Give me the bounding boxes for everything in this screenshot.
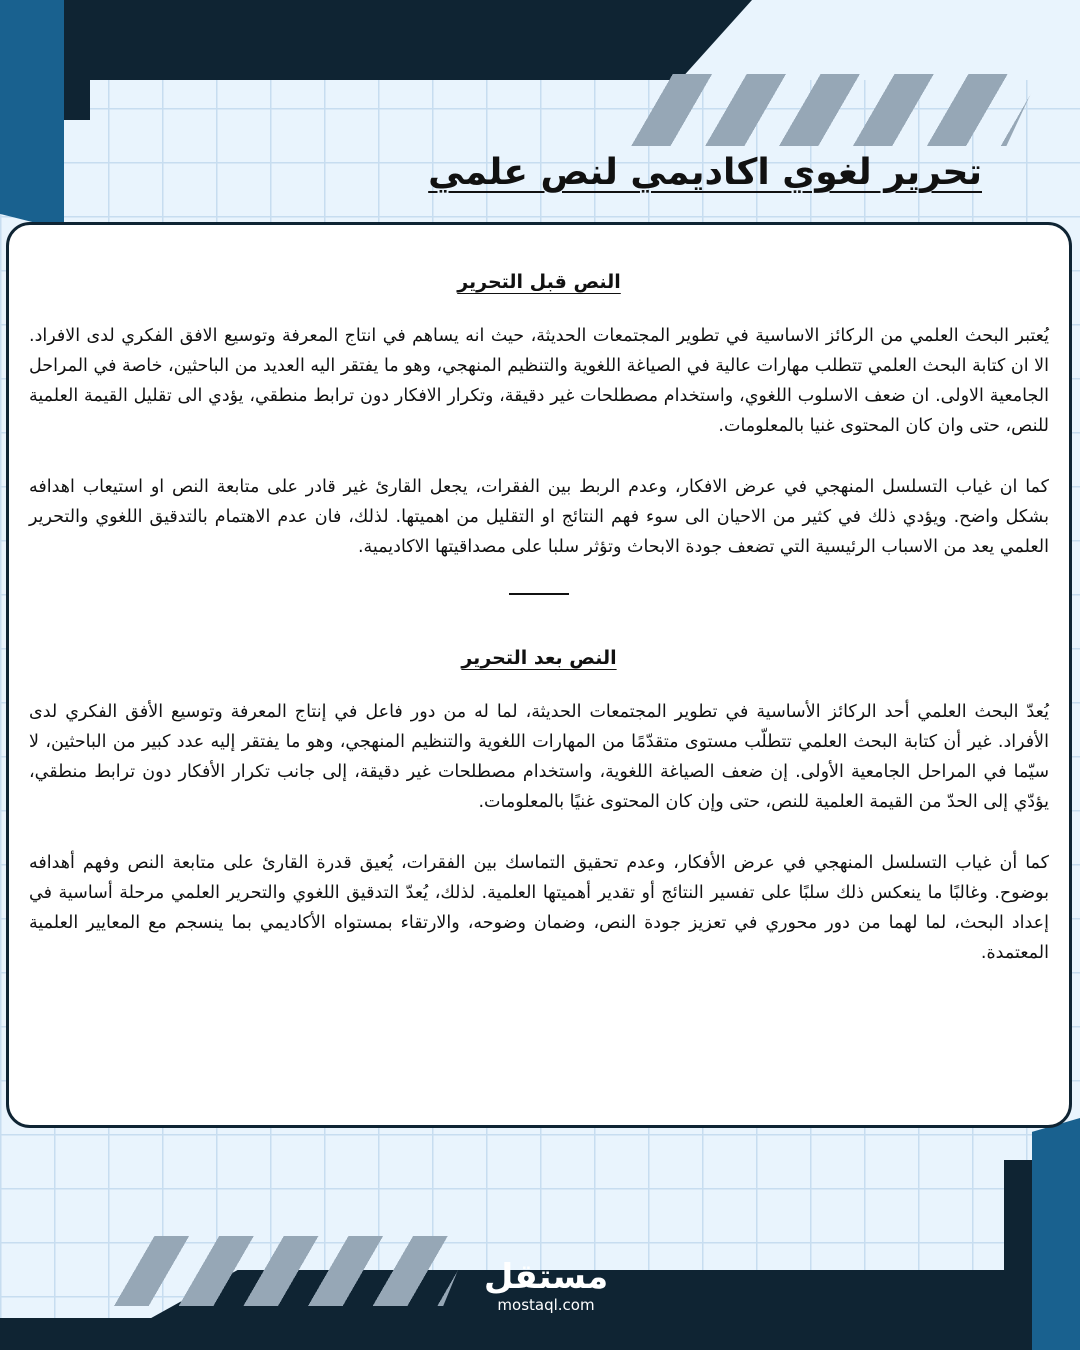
left-blue-strip <box>0 0 64 230</box>
top-diagonal-stripes <box>620 74 1040 146</box>
before-paragraph-1: يُعتبر البحث العلمي من الركائز الاساسية في تطوير المجتمعات الحديثة، حيث انه يساهم في انتاج المعرفة وتوسيع الافق الفكري لدى الافراد. الا ان كتابة البحث العلمي تتطلب مهارات عالية في الصياغة اللغوية والتنظيم المنهجي، وهو ما يفتقر اليه العديد من الباحثين، خاصة في المراحل الجامعية الاولى. ان ضعف الاسلوب اللغوي، واستخدام مصطلحات غير دقيقة، وتكرار الافكار دون ترابط منطقي، يؤدي الى تقليل القيمة العلمية للنص، حتى وان كان المحتوى غنيا بالمعلومات. <box>29 326 1049 436</box>
before-paragraph-2: كما ان غياب التسلسل المنهجي في عرض الافكار، وعدم الربط بين الفقرات، يجعل القارئ غير قادر على متابعة النص او استيعاب اهدافه بشكل واضح. ويؤدي ذلك في كثير من الاحيان الى سوء فهم النتائج او التقليل من اهميتها. لذلك، فان عدم الاهتمام بالتدقيق اللغوي والتحرير العلمي يعد من الاسباب الرئيسية التي تضعف جودة الابحاث وتؤثر سلبا على مصداقيتها الاكاديمية. <box>29 477 1049 557</box>
content-card <box>6 222 1072 1128</box>
page-title: تحرير لغوي اكاديمي لنص علمي <box>428 152 982 193</box>
section-divider <box>509 593 569 595</box>
after-paragraph-2: كما أن غياب التسلسل المنهجي في عرض الأفكار، وعدم تحقيق التماسك بين الفقرات، يُعيق قدرة القارئ على متابعة النص وفهم أهدافه بوضوح. وغالبًا ما ينعكس ذلك سلبًا على تفسير النتائج أو تقدير أهميتها العلمية. لذلك، يُعدّ التدقيق اللغوي والتحرير العلمي مرحلة أساسية في إعداد البحث، لما لهما من دور محوري في تعزيز جودة النص، وضمان وضوحه، والارتقاء بمستواه الأكاديمي بما ينسجم مع المعايير العلمية المعتمدة. <box>29 853 1049 963</box>
brand-url: mostaql.com <box>497 1296 595 1314</box>
right-dark-strip <box>1004 1160 1032 1350</box>
left-dark-strip <box>64 0 90 120</box>
brand-logo-text: مستقل <box>483 1257 609 1297</box>
right-blue-strip <box>1032 1118 1080 1350</box>
before-heading: النص قبل التحرير <box>457 271 621 293</box>
after-paragraph-1: يُعدّ البحث العلمي أحد الركائز الأساسية في تطوير المجتمعات الحديثة، لما له من دور فاعل في إنتاج المعرفة وتوسيع الأفق الفكري لدى الأفراد. غير أن كتابة البحث العلمي تتطلّب مستوى متقدّمًا من المهارات اللغوية والتنظيم المنهجي، وهو ما يفتقر إليه عدد كبير من الباحثين، لا سيّما في المراحل الجامعية الأولى. إن ضعف الصياغة اللغوية، واستخدام مصطلحات غير دقيقة، إلى جانب تكرار الأفكار دون ترابط منطقي، يؤدّي إلى الحدّ من القيمة العلمية للنص، حتى وإن كان المحتوى غنيًا بالمعلومات. <box>29 702 1049 812</box>
brand-logo <box>476 1258 616 1314</box>
bottom-diagonal-stripes <box>112 1236 472 1306</box>
after-heading: النص بعد التحرير <box>461 647 617 669</box>
